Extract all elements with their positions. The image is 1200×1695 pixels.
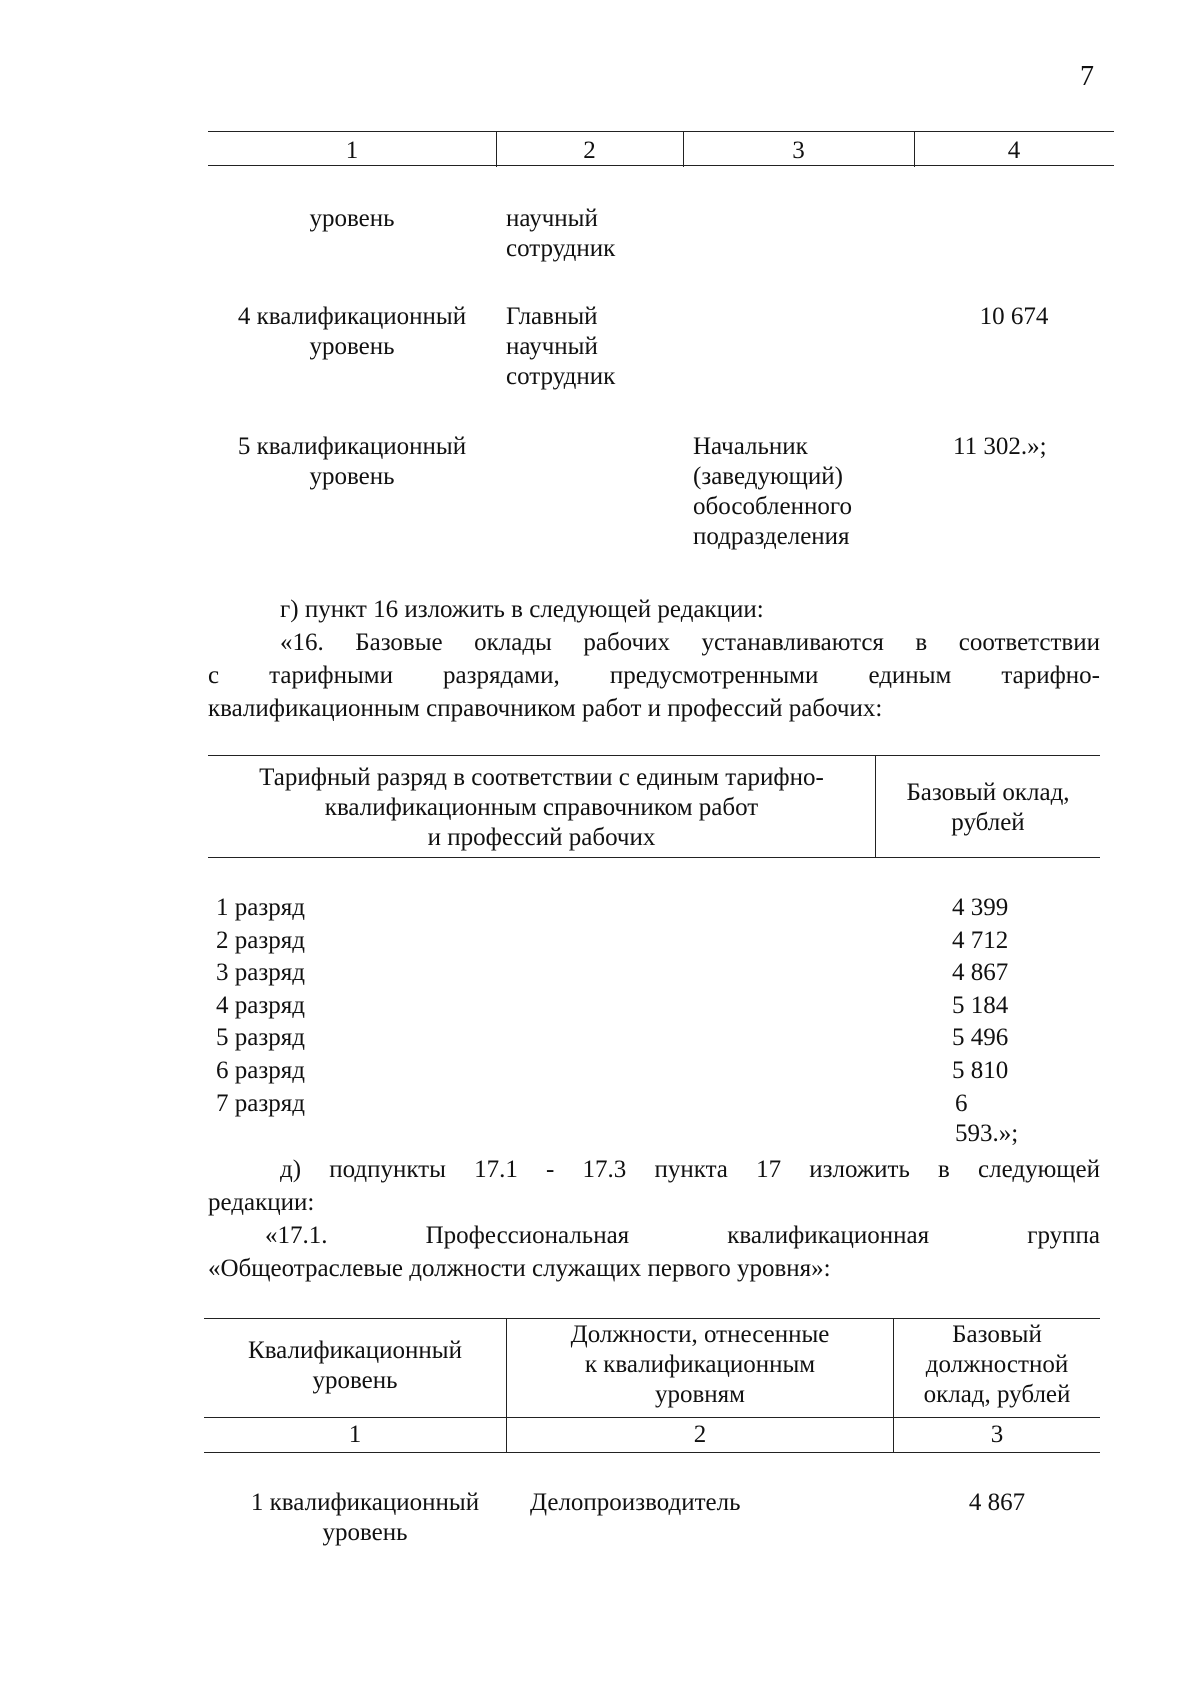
rank-salary: 6 593.»; [955,1089,1019,1147]
cont-col-num-2: 2 [583,137,596,164]
cont-col-num-1: 1 [345,137,359,164]
table-row [216,958,1016,991]
table-row [216,926,1016,959]
page-number: 7 [1080,61,1094,92]
cont-row-b-position: Главный научный сотрудник [506,303,616,390]
cont-col-num-3: 3 [792,137,805,164]
group-table-num-rule [204,1452,1100,1453]
rank-salary: 5 496 [952,1024,1009,1052]
cont-row-a-level: уровень [309,205,395,232]
cont-row-a-position: научный сотрудник [506,205,616,262]
group-col-num-1: 1 [348,1421,362,1448]
group-row1-level: 1 квалификационный уровень [250,1489,480,1546]
rank-label: 4 разряд [216,991,305,1019]
rank-label: 3 разряд [216,959,305,987]
rank-list [216,893,1019,1147]
cont-table-top-rule [208,131,1114,132]
rank-salary: 4 399 [952,894,1009,921]
group-table-top-rule [204,1318,1100,1319]
group-table-header-rule [204,1417,1100,1418]
para-g-line4: квалификационным справочником работ и профессий рабочих: [208,695,883,722]
para-d-line1: д) подпункты 17.1 - 17.3 пункта 17 изложить в следующей [280,1156,1100,1183]
para-d-line2: редакции: [208,1189,315,1216]
rank-table-header-rule [208,857,1100,858]
rank-salary: 5 810 [952,1056,1009,1084]
table-row [216,991,1016,1024]
rank-table-top-rule [208,755,1100,756]
rank-label: 6 разряд [216,1056,305,1084]
rank-label: 1 разряд [216,894,305,921]
rank-salary: 5 184 [952,991,1009,1019]
rank-label: 5 разряд [216,1024,305,1052]
group-row1-salary: 4 867 [968,1489,1026,1516]
cont-row-b-level: 4 квалификационный уровень [237,303,467,360]
table-row [216,1023,1016,1056]
group-col-num-2: 2 [693,1421,707,1448]
para-g-line1: г) пункт 16 изложить в следующей редакции: [280,596,764,623]
group-header-col1: Квалификационный уровень [248,1337,462,1394]
para-d-line4: «Общеотраслевые должности служащих первого уровня»: [208,1255,831,1282]
table-row [216,893,1016,926]
table-row [216,1056,1016,1089]
rank-header-col1: Тарифный разряд в соответствии с единым тарифно- квалификационным справочником работ и профессий рабочих [259,764,824,851]
cont-row-c-position: Начальник (заведующий) обособленного подразделения [693,433,852,550]
para-g-line2: «16. Базовые оклады рабочих устанавливаются в соответствии [280,629,1100,656]
rank-label: 7 разряд [216,1089,305,1117]
para-g-line3: с тарифными разрядами, предусмотренными единым тарифно- [208,662,1100,689]
rank-salary: 4 867 [952,959,1009,987]
cont-col-num-4: 4 [1007,137,1021,164]
group-header-col2: Должности, отнесенные к квалификационным уровням [570,1321,830,1408]
group-col-num-3: 3 [990,1421,1004,1448]
rank-label: 2 разряд [216,926,305,954]
cont-row-b-salary: 10 674 [979,303,1049,330]
cont-row-c-salary: 11 302.»; [953,433,1047,460]
table-row [216,1089,1019,1147]
rank-header-col2: Базовый оклад, рублей [906,779,1070,836]
rank-salary: 4 712 [952,926,1009,954]
cont-row-c-level: 5 квалификационный уровень [237,433,467,490]
para-d-line3: «17.1. Профессиональная квалификационная группа [265,1222,1100,1249]
group-header-col3: Базовый должностной оклад, рублей [923,1321,1071,1408]
group-row1-position: Делопроизводитель [530,1489,741,1516]
